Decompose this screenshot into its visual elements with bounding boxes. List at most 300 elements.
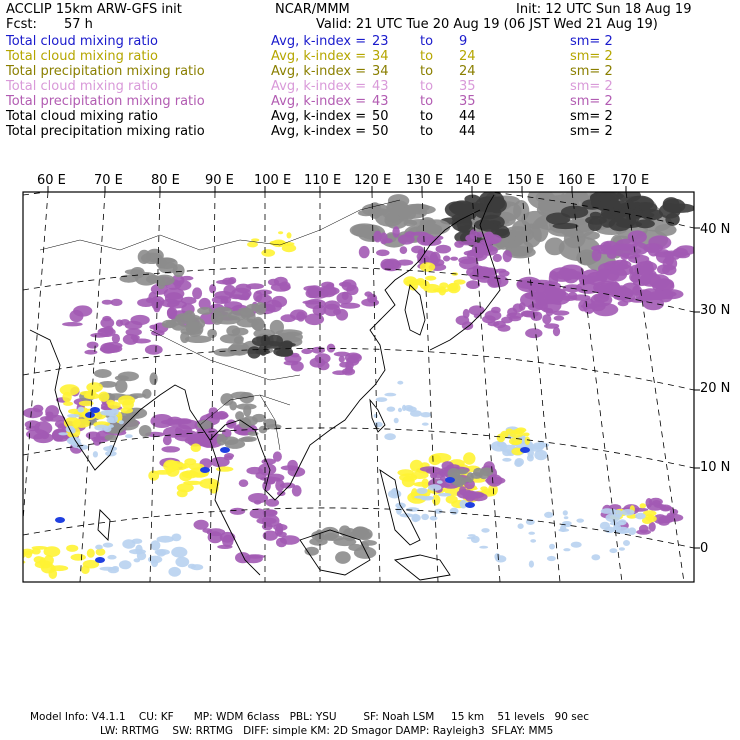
cloud-light-blue <box>494 553 500 560</box>
precip-purple <box>530 311 542 321</box>
cloud-gray <box>335 551 351 564</box>
cloud-light-blue <box>107 555 116 560</box>
cloud-yellow <box>480 486 488 490</box>
cloud-gray <box>387 214 400 222</box>
cloud-gray <box>172 323 186 331</box>
cloud-light-blue <box>157 536 174 543</box>
cloud-gray <box>251 319 265 331</box>
precip-purple <box>456 316 470 326</box>
field-from: 34 <box>372 64 389 79</box>
precip-purple <box>553 327 560 336</box>
cloud-yellow <box>463 452 475 464</box>
cloud-light-blue <box>564 516 569 519</box>
precip-purple <box>493 321 506 328</box>
cloud-yellow <box>525 436 530 445</box>
cloud-light-blue <box>384 393 396 397</box>
field-from: 34 <box>372 49 389 64</box>
precip-purple <box>323 304 340 316</box>
precip-purple <box>472 243 486 254</box>
precip-purple <box>318 361 330 370</box>
cloud-light-blue <box>135 545 142 555</box>
field-to-word: to <box>420 124 434 139</box>
cloud-gray <box>173 264 185 277</box>
cloud-gray <box>238 308 253 315</box>
cloud-blue <box>445 477 455 483</box>
cloud-yellow <box>429 454 442 465</box>
field-sm: sm= 2 <box>570 64 613 79</box>
precip-purple <box>86 432 101 440</box>
cloud-yellow <box>247 242 258 248</box>
cloud-yellow <box>66 545 78 552</box>
cloud-light-blue <box>151 560 158 568</box>
cloud-light-blue <box>518 523 524 529</box>
cloud-gray <box>180 314 201 321</box>
cloud-gray <box>420 217 436 229</box>
precip-purple <box>318 286 336 298</box>
cloud-dark <box>665 213 679 226</box>
precip-purple <box>100 346 120 354</box>
precip-purple <box>459 486 466 495</box>
cloud-dark <box>582 199 603 210</box>
cloud-light-blue <box>384 433 396 440</box>
precip-purple <box>525 328 542 338</box>
precip-purple <box>345 353 362 364</box>
field-name: Total precipitation mixing ratio <box>6 94 205 109</box>
cloud-light-blue <box>434 509 442 514</box>
cloud-dark <box>546 213 571 225</box>
precip-purple <box>287 460 298 471</box>
cloud-light-blue <box>175 557 189 567</box>
cloud-gray <box>150 372 158 385</box>
cloud-gray <box>305 547 319 556</box>
precip-purple <box>649 498 663 506</box>
cloud-light-blue <box>119 420 124 424</box>
cloud-gray <box>242 416 258 426</box>
precip-purple <box>549 267 574 282</box>
cloud-light-blue <box>544 512 553 518</box>
cloud-light-blue <box>108 567 119 573</box>
cloud-blue <box>95 557 105 563</box>
cloud-light-blue <box>623 540 630 546</box>
precip-purple <box>578 300 588 311</box>
cloud-gray <box>115 375 129 380</box>
precip-purple <box>192 287 202 299</box>
cloud-light-blue <box>563 548 570 551</box>
precip-purple <box>525 292 546 300</box>
cloud-light-blue <box>103 543 113 548</box>
cloud-light-blue <box>125 434 133 438</box>
cloud-dark <box>553 223 579 229</box>
cloud-dark <box>666 204 695 213</box>
cloud-dark <box>267 335 283 347</box>
cloud-yellow <box>447 283 458 291</box>
cloud-light-blue <box>150 540 160 550</box>
cloud-light-blue <box>515 458 524 466</box>
cloud-gray <box>368 202 381 219</box>
cloud-yellow <box>60 384 80 395</box>
cloud-blue <box>220 447 230 453</box>
precip-purple <box>477 271 489 280</box>
cloud-yellow <box>177 490 188 498</box>
precip-purple <box>126 328 142 336</box>
cloud-yellow <box>420 262 435 271</box>
cloud-light-blue <box>398 408 402 412</box>
field-to: 35 <box>459 79 476 94</box>
cloud-gray <box>243 405 251 417</box>
precip-purple <box>620 253 629 260</box>
cloud-blue <box>90 407 100 413</box>
cloud-light-blue <box>428 484 442 491</box>
cloud-gray <box>584 231 600 240</box>
field-to-word: to <box>420 34 434 49</box>
precip-purple <box>485 310 502 321</box>
precip-purple <box>301 349 312 355</box>
cloud-gray <box>115 380 127 393</box>
precip-purple <box>519 302 526 311</box>
precip-purple <box>276 538 287 548</box>
cloud-yellow <box>15 560 25 564</box>
field-avg: Avg, k-index = <box>271 79 367 94</box>
precip-purple <box>33 405 44 413</box>
cloud-light-blue <box>416 488 427 494</box>
field-to: 24 <box>459 64 476 79</box>
precip-purple <box>443 256 450 262</box>
cloud-light-blue <box>576 519 584 523</box>
precip-purple <box>273 451 282 461</box>
field-to: 9 <box>459 34 468 49</box>
field-to: 24 <box>459 49 476 64</box>
precip-purple <box>210 457 229 467</box>
lon-label: 120 E <box>354 173 392 188</box>
lon-label: 130 E <box>406 173 444 188</box>
precip-purple <box>598 250 615 255</box>
precip-purple <box>581 269 602 282</box>
precip-purple <box>161 299 180 308</box>
cloud-light-blue <box>491 441 507 452</box>
cloud-light-blue <box>410 410 422 417</box>
precip-purple <box>662 265 676 276</box>
field-sm: sm= 2 <box>570 124 613 139</box>
cloud-yellow <box>32 546 48 550</box>
cloud-light-blue <box>635 513 646 520</box>
precip-purple <box>590 300 605 311</box>
precip-purple <box>639 525 649 533</box>
precip-purple <box>341 279 356 291</box>
cloud-yellow <box>397 469 413 476</box>
precip-purple <box>174 280 191 291</box>
precip-purple <box>254 500 261 505</box>
cloud-gray <box>353 527 369 536</box>
precip-purple <box>644 293 669 300</box>
cloud-light-blue <box>404 405 414 411</box>
cloud-light-blue <box>529 561 534 568</box>
precip-purple <box>178 420 199 430</box>
cloud-yellow <box>261 249 275 257</box>
field-from: 50 <box>372 109 389 124</box>
precip-purple <box>613 285 630 301</box>
lat-label: 10 N <box>700 460 731 475</box>
cloud-yellow <box>86 382 103 392</box>
cloud-light-blue <box>571 542 582 548</box>
cloud-yellow <box>154 470 172 475</box>
cloud-light-blue <box>450 508 459 515</box>
cloud-blue <box>520 447 530 453</box>
precip-purple <box>546 308 554 316</box>
cloud-yellow <box>118 395 135 405</box>
precip-purple <box>102 300 113 305</box>
cloud-blue <box>465 502 475 508</box>
cloud-light-blue <box>611 509 616 516</box>
precip-purple <box>87 342 99 349</box>
cloud-gray <box>120 275 139 283</box>
precip-purple <box>230 508 245 515</box>
cloud-gray <box>333 538 356 546</box>
precip-purple <box>340 303 360 309</box>
cloud-light-blue <box>528 532 535 535</box>
cloud-dark <box>617 207 642 217</box>
cloud-light-blue <box>609 548 617 553</box>
precip-purple <box>648 244 660 256</box>
cloud-blue <box>85 412 95 418</box>
field-from: 23 <box>372 34 389 49</box>
field-sm: sm= 2 <box>570 49 613 64</box>
precip-purple <box>528 303 542 311</box>
precip-purple <box>302 300 321 304</box>
field-avg: Avg, k-index = <box>271 34 367 49</box>
lon-label: 80 E <box>151 173 180 188</box>
precip-purple <box>436 245 452 254</box>
precip-purple <box>146 297 153 303</box>
cloud-gray <box>259 426 268 434</box>
precip-purple <box>41 432 50 439</box>
cloud-light-blue <box>438 493 451 497</box>
field-from: 43 <box>372 94 389 109</box>
valid-time: Valid: 21 UTC Tue 20 Aug 19 (06 JST Wed 21 Aug 19) <box>316 17 658 32</box>
precip-purple <box>673 248 688 258</box>
cloud-yellow <box>432 494 440 505</box>
precip-purple <box>102 316 111 321</box>
lon-label: 60 E <box>37 173 66 188</box>
cloud-light-blue <box>621 509 635 516</box>
cloud-yellow <box>425 276 436 281</box>
cloud-gray <box>185 335 212 343</box>
cloud-gray <box>225 439 245 449</box>
field-to: 35 <box>459 94 476 109</box>
cloud-light-blue <box>394 418 399 424</box>
field-to: 44 <box>459 124 476 139</box>
cloud-dark <box>450 200 475 215</box>
cloud-light-blue <box>628 527 636 535</box>
field-sm: sm= 2 <box>570 34 613 49</box>
cloud-gray <box>214 315 241 325</box>
precip-purple <box>62 322 83 326</box>
cloud-gray <box>207 329 217 338</box>
precip-purple <box>507 308 517 317</box>
cloud-gray <box>513 200 529 221</box>
precip-purple <box>26 426 40 431</box>
precip-purple <box>543 287 566 300</box>
precip-purple <box>554 316 565 321</box>
cloud-yellow <box>402 476 415 487</box>
cloud-yellow <box>191 443 201 452</box>
precip-purple <box>339 356 345 363</box>
cloud-light-blue <box>188 564 196 569</box>
cloud-light-blue <box>107 417 115 423</box>
precip-purple <box>359 246 370 258</box>
precip-purple <box>284 361 299 366</box>
cloud-yellow <box>287 232 292 238</box>
precip-purple <box>400 246 408 254</box>
cloud-light-blue <box>93 451 98 457</box>
lat-label: 0 <box>700 541 709 556</box>
model-info-line-2: LW: RRTMG SW: RRTMG DIFF: simple KM: 2D Smagor DAMP: Rayleigh3 SFLAY: MM5 <box>100 725 554 737</box>
cloud-light-blue <box>422 423 429 426</box>
field-from: 43 <box>372 79 389 94</box>
precip-purple <box>495 269 506 273</box>
precip-purple <box>151 330 165 336</box>
precip-purple <box>255 294 272 303</box>
lon-label: 160 E <box>558 173 596 188</box>
precip-purple <box>618 301 629 307</box>
precip-purple <box>84 350 97 355</box>
cloud-yellow <box>17 550 25 559</box>
cloud-yellow <box>87 549 95 558</box>
cloud-light-blue <box>397 381 403 385</box>
cloud-light-blue <box>481 528 489 533</box>
precip-purple <box>493 254 502 262</box>
field-avg: Avg, k-index = <box>271 94 367 109</box>
field-sm: sm= 2 <box>570 79 613 94</box>
cloud-light-blue <box>604 527 615 534</box>
field-from: 50 <box>372 124 389 139</box>
cloud-dark <box>276 349 293 357</box>
cloud-gray <box>321 527 340 540</box>
cloud-gray <box>229 401 237 410</box>
cloud-yellow <box>640 503 647 508</box>
cloud-gray <box>564 229 586 248</box>
cloud-yellow <box>278 231 283 234</box>
cloud-light-blue <box>560 525 566 532</box>
cloud-light-blue <box>376 397 388 402</box>
forecast-hours: 57 h <box>64 17 93 32</box>
cloud-yellow <box>34 556 44 563</box>
lon-label: 150 E <box>507 173 545 188</box>
cloud-gray <box>352 224 371 237</box>
precip-purple <box>133 339 151 344</box>
cloud-light-blue <box>132 539 143 544</box>
precip-purple <box>305 314 324 326</box>
cloud-light-blue <box>591 554 600 560</box>
precip-purple <box>484 232 494 242</box>
cloud-light-blue <box>387 407 396 412</box>
field-avg: Avg, k-index = <box>271 124 367 139</box>
cloud-light-blue <box>67 414 80 418</box>
precip-purple <box>214 291 233 300</box>
cloud-light-blue <box>530 539 536 543</box>
field-name: Total cloud mixing ratio <box>6 109 159 124</box>
cloud-light-blue <box>95 545 103 550</box>
precip-purple <box>628 230 647 243</box>
forecast-label: Fcst: <box>6 17 37 32</box>
cloud-dark <box>480 224 499 232</box>
cloud-yellow <box>71 554 86 561</box>
field-avg: Avg, k-index = <box>271 109 367 124</box>
cloud-yellow <box>506 429 514 434</box>
field-to-word: to <box>420 64 434 79</box>
precip-purple <box>209 284 216 293</box>
cloud-yellow <box>121 408 133 414</box>
precip-purple <box>275 527 283 536</box>
cloud-yellow <box>81 565 90 574</box>
cloud-light-blue <box>172 534 182 542</box>
precip-purple <box>485 477 505 485</box>
field-avg: Avg, k-index = <box>271 64 367 79</box>
precip-purple <box>311 347 325 354</box>
precip-purple <box>570 294 590 300</box>
precip-purple <box>361 299 379 307</box>
precip-purple <box>383 238 393 243</box>
field-to-word: to <box>420 79 434 94</box>
precip-purple <box>180 276 193 281</box>
cloud-gray <box>94 369 112 378</box>
precip-purple <box>266 499 279 507</box>
cloud-light-blue <box>563 510 568 515</box>
cloud-yellow <box>98 392 109 402</box>
cloud-light-blue <box>421 514 429 520</box>
cloud-gray <box>139 425 152 437</box>
precip-purple <box>222 278 235 286</box>
precip-purple <box>246 283 264 289</box>
precip-purple <box>112 334 120 344</box>
precip-purple <box>161 446 180 452</box>
cloud-light-blue <box>479 546 488 549</box>
cloud-light-blue <box>58 432 68 435</box>
cloud-yellow <box>182 463 190 469</box>
field-name: Total precipitation mixing ratio <box>6 124 205 139</box>
cloud-light-blue <box>619 547 625 550</box>
init-time: Init: 12 UTC Sun 18 Aug 19 <box>516 2 692 17</box>
field-sm: sm= 2 <box>570 109 613 124</box>
precip-purple <box>149 325 159 330</box>
cloud-yellow <box>251 238 259 241</box>
cloud-yellow <box>183 481 202 485</box>
cloud-yellow <box>108 402 121 410</box>
cloud-light-blue <box>549 544 555 550</box>
cloud-dark <box>491 197 505 210</box>
cloud-light-blue <box>430 516 438 521</box>
precip-purple <box>392 226 399 237</box>
precip-purple <box>275 480 284 492</box>
precip-purple <box>611 260 632 270</box>
cloud-light-blue <box>119 560 132 569</box>
field-to-word: to <box>420 49 434 64</box>
cloud-gray <box>404 220 418 226</box>
cloud-gray <box>229 342 250 356</box>
center-label: NCAR/MMM <box>275 2 350 17</box>
lon-label: 90 E <box>205 173 234 188</box>
lon-label: 140 E <box>455 173 493 188</box>
field-to-word: to <box>420 109 434 124</box>
cloud-dark <box>281 340 292 348</box>
precip-purple <box>466 280 480 289</box>
precip-purple <box>376 250 390 257</box>
cloud-gray <box>105 434 118 440</box>
precip-purple <box>553 310 570 315</box>
cloud-light-blue <box>467 537 476 539</box>
cloud-gray <box>197 307 213 315</box>
cloud-yellow <box>96 548 106 555</box>
cloud-light-blue <box>77 407 84 413</box>
